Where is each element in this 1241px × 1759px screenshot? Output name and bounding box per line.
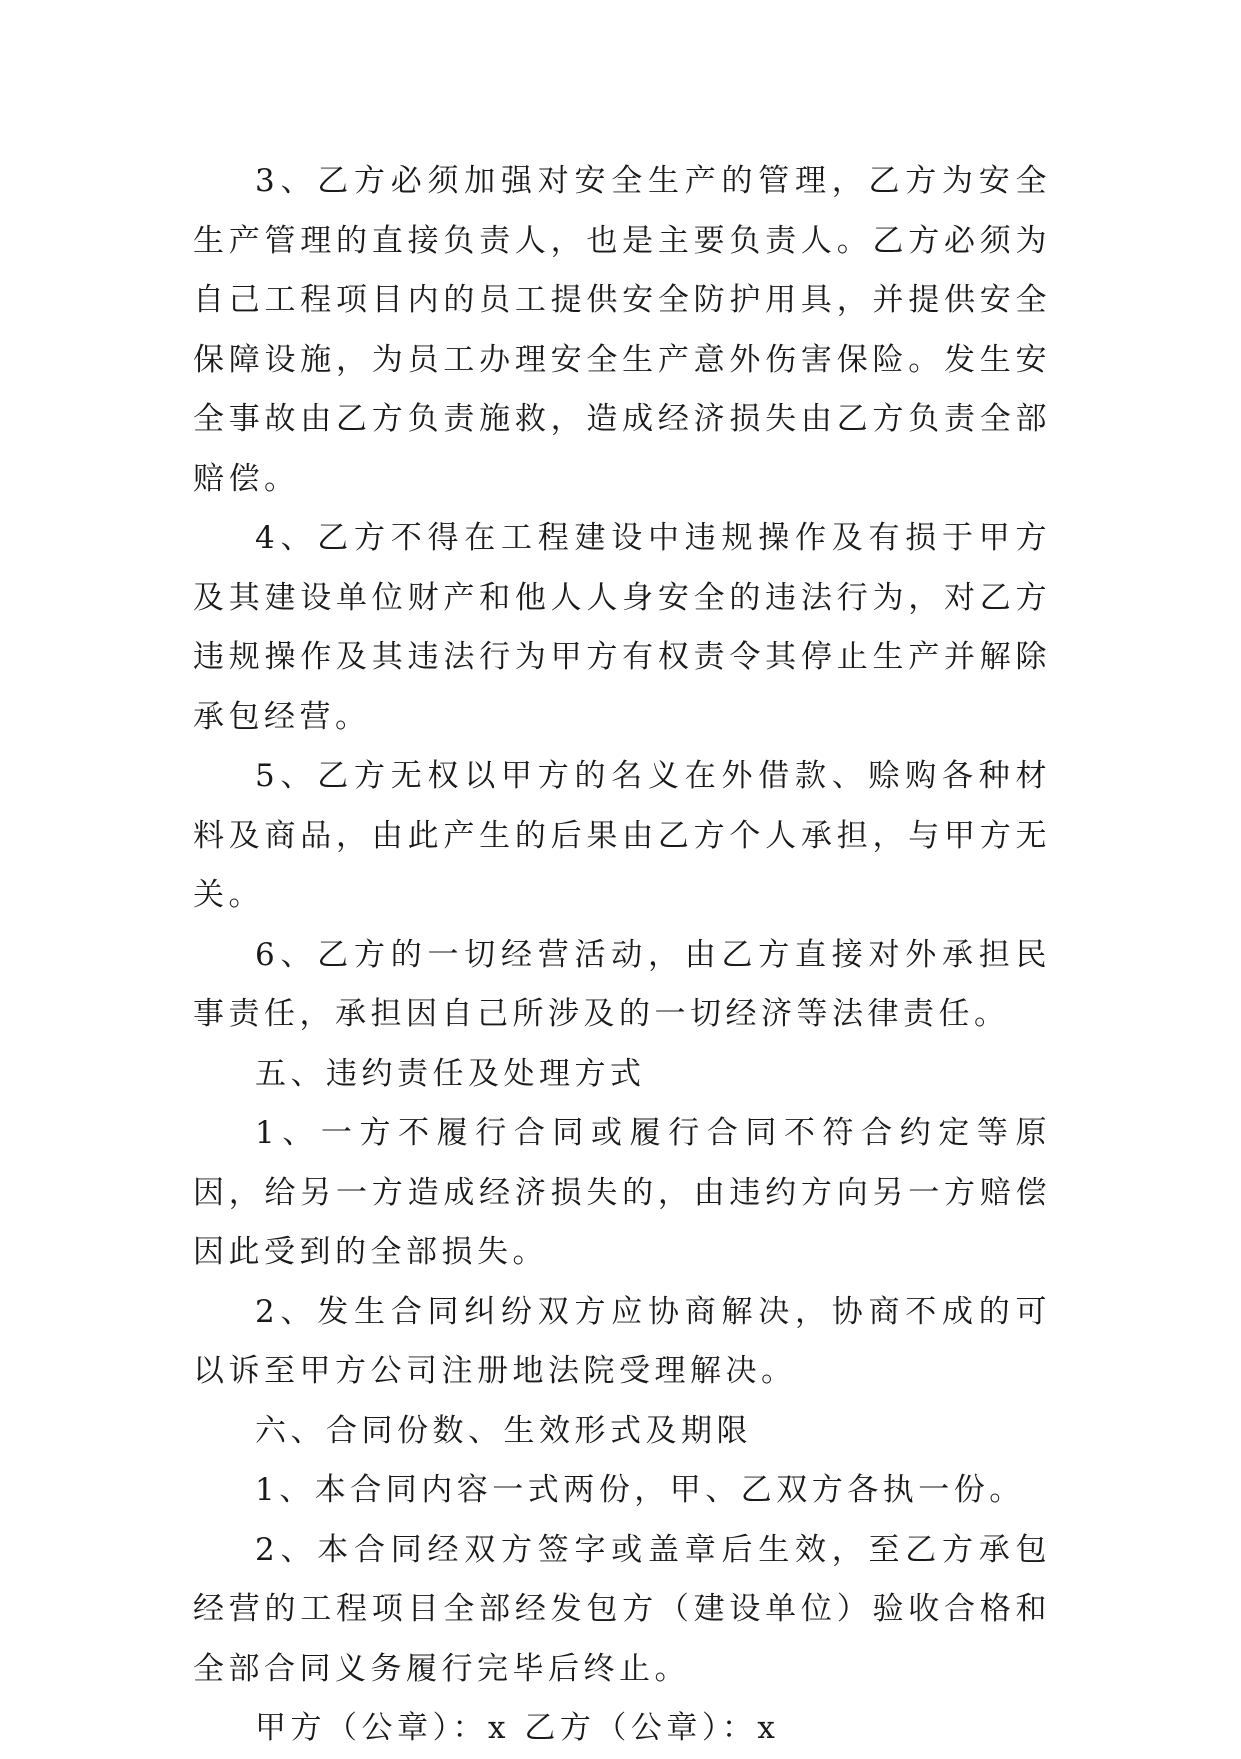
clause-paragraph-4: 4、乙方不得在工程建设中违规操作及有损于甲方及其建设单位财产和他人人身安全的违法行为，对乙方违规操作及其违法行为甲方有权责令其停止生产并解除承包经营。 — [193, 520, 1051, 735]
section-heading-liability: 五、违约责任及处理方式 — [255, 1055, 646, 1092]
signature-line: 甲方（公章）：x 乙方（公章）：x — [255, 1710, 780, 1746]
clause-paragraph-3: 3、乙方必须加强对安全生产的管理，乙方为安全生产管理的直接负责人，也是主要负责人。乙方必须为自己工程项目内的员工提供安全防护用具，并提供安全保障设施，为员工办理安全生产意外伤害保险。发生安全事故由乙方负责施救，造成经济损失由乙方负责全部赔偿。 — [193, 163, 1051, 497]
section-heading-copies-term: 六、合同份数、生效形式及期限 — [255, 1412, 752, 1449]
liability-item-1: 1、一方不履行合同或履行合同不符合约定等原因，给另一方造成经济损失的，由违约方向另一方赔偿因此受到的全部损失。 — [193, 1115, 1051, 1270]
clause-paragraph-5: 5、乙方无权以甲方的名义在外借款、赊购各种材料及商品，由此产生的后果由乙方个人承担，与甲方无关。 — [193, 758, 1051, 913]
liability-item-2: 2、发生合同纠纷双方应协商解决，协商不成的可以诉至甲方公司注册地法院受理解决。 — [193, 1293, 1051, 1389]
copies-term-item-2: 2、本合同经双方签字或盖章后生效，至乙方承包经营的工程项目全部经发包方（建设单位）验收合格和全部合同义务履行完毕后终止。 — [193, 1531, 1051, 1687]
document-body — [193, 152, 1051, 1759]
copies-term-item-1: 1、本合同内容一式两份，甲、乙双方各执一份。 — [255, 1472, 1025, 1508]
clause-paragraph-6: 6、乙方的一切经营活动，由乙方直接对外承担民事责任，承担因自己所涉及的一切经济等法律责任。 — [193, 936, 1051, 1032]
